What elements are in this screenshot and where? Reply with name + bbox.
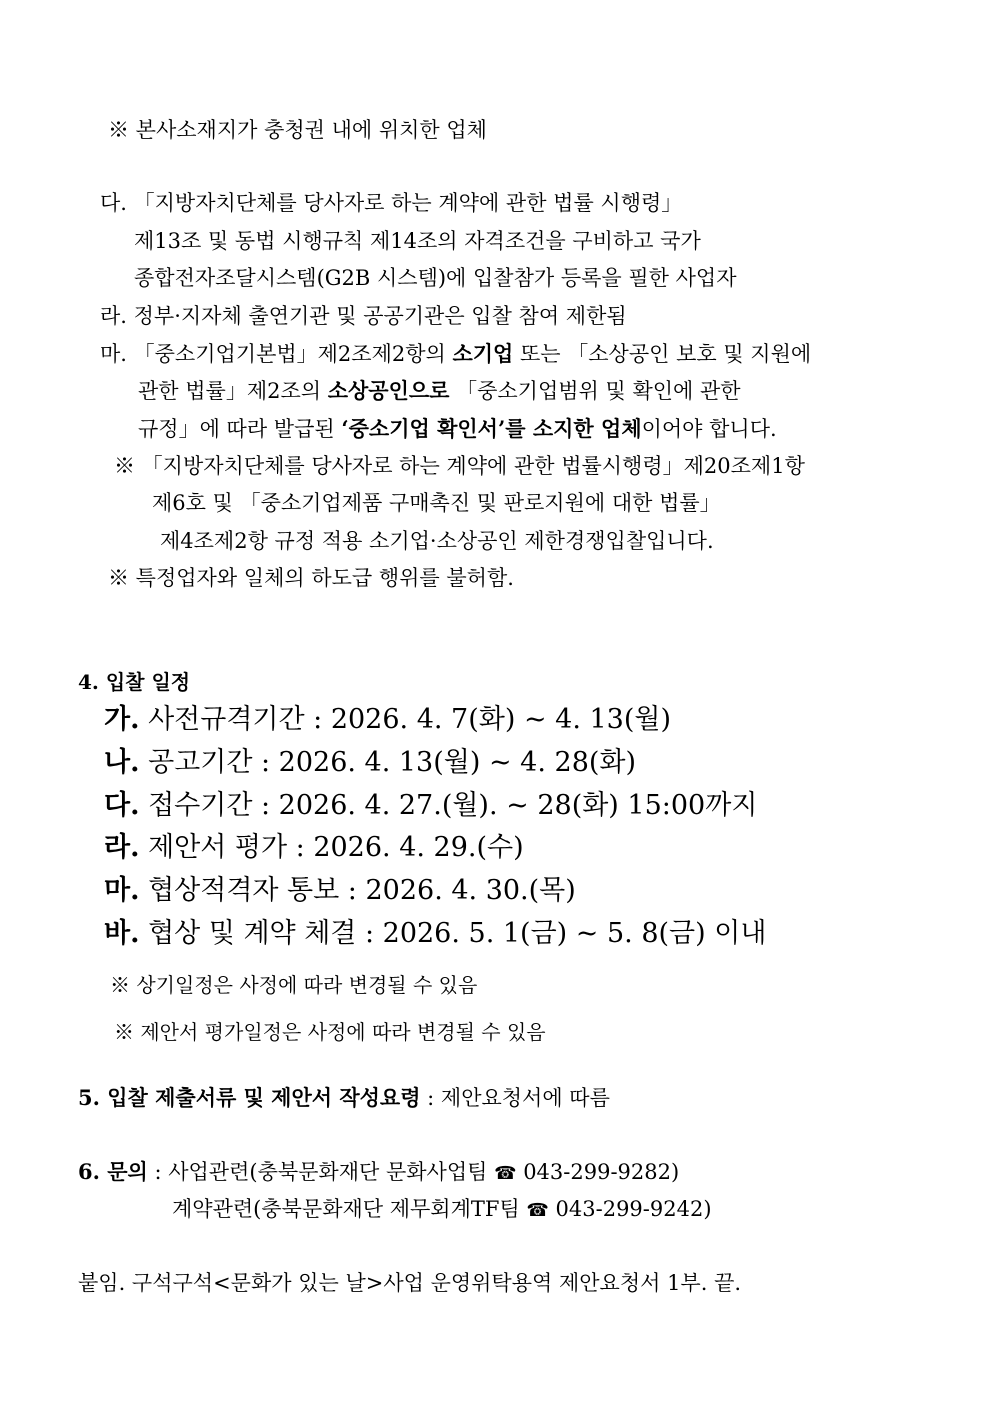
condition-ma-small-business: 소기업 — [452, 341, 514, 366]
schedule-item-text: 사전규격기간 : 2026. 4. 7(화) ~ 4. 13(월) — [139, 704, 672, 735]
schedule-item-text: 공고기간 : 2026. 4. 13(월) ~ 4. 28(화) — [139, 747, 637, 778]
schedule-heading: 4. 입찰 일정 — [78, 670, 191, 694]
documents-heading: 5. 입찰 제출서류 및 제안서 작성요령 — [78, 1085, 421, 1110]
note-hq-location: ※ 본사소재지가 충청권 내에 위치한 업체 — [108, 118, 487, 142]
condition-ma-line2-c: 「중소기업범위 및 확인에 관한 — [449, 379, 741, 403]
schedule-item-evaluation — [104, 832, 524, 864]
inquiry-line2 — [172, 1197, 712, 1222]
schedule-item-label: 마. — [104, 875, 140, 906]
schedule-item-label: 바. — [104, 918, 140, 949]
condition-ma-line1 — [100, 341, 811, 367]
schedule-item-text: 협상 및 계약 체결 : 2026. 5. 1(금) ~ 5. 8(금) 이내 — [139, 918, 767, 949]
schedule-item-text: 제안서 평가 : 2026. 4. 29.(수) — [139, 832, 524, 863]
note-law-line1: ※ 「지방자치단체를 당사자로 하는 계약에 관한 법률시행령」제20조제1항 — [114, 454, 805, 478]
condition-da-line2: 제13조 및 동법 시행규칙 제14조의 자격조건을 구비하고 국가 — [134, 229, 701, 253]
documents-text: : 제안요청서에 따름 — [420, 1086, 610, 1110]
schedule-item-prespec — [104, 704, 671, 736]
schedule-item-text: 협상적격자 통보 : 2026. 4. 30.(목) — [139, 875, 576, 906]
note-law-line3: 제4조제2항 규정 적용 소기업·소상공인 제한경쟁입찰입니다. — [160, 529, 714, 553]
condition-ma-line1-a: 마. 「중소기업기본법」제2조제2항의 — [100, 342, 453, 366]
telephone-icon: ☎ — [526, 1200, 549, 1221]
condition-ma-small-merchant: 소상공인으로 — [327, 378, 450, 403]
condition-ma-certificate: ‘중소기업 확인서’를 소지한 업체 — [341, 416, 642, 441]
condition-ma-line2 — [138, 378, 741, 404]
condition-da-line3: 종합전자조달시스템(G2B 시스템)에 입찰참가 등록을 필한 사업자 — [134, 266, 737, 290]
note-law-line2: 제6호 및 「중소기업제품 구매촉진 및 판로지원에 대한 법률」 — [152, 491, 721, 515]
schedule-item-label: 다. — [104, 790, 140, 821]
schedule-item-label: 가. — [104, 704, 140, 735]
documents-line — [78, 1085, 610, 1111]
condition-ma-line3-c: 이어야 합니다. — [641, 417, 777, 441]
schedule-item-text: 접수기간 : 2026. 4. 27.(월). ~ 28(화) 15:00까지 — [139, 790, 758, 821]
schedule-item-label: 라. — [104, 832, 140, 863]
inquiry-line1 — [78, 1159, 679, 1185]
schedule-note-change: ※ 상기일정은 사정에 따라 변경될 수 있음 — [110, 973, 478, 997]
schedule-item-label: 나. — [104, 747, 140, 778]
condition-ma-line2-a: 관한 법률」제2조의 — [138, 379, 328, 403]
attachment-note: 붙임. 구석구석<문화가 있는 날>사업 운영위탁용역 제안요청서 1부. 끝. — [78, 1271, 742, 1295]
inquiry-business-phone: 043-299-9282) — [523, 1160, 680, 1184]
inquiry-business-contact: : 사업관련(충북문화재단 문화사업팀 — [147, 1160, 495, 1184]
inquiry-contract-phone: 043-299-9242) — [555, 1197, 712, 1221]
condition-ma-line3-a: 규정」에 따라 발급된 — [138, 417, 342, 441]
inquiry-contract-contact: 계약관련(충북문화재단 제무회계TF팀 — [172, 1197, 527, 1221]
condition-ma-line1-c: 또는 「소상공인 보호 및 지원에 — [513, 342, 812, 366]
telephone-icon: ☎ — [494, 1163, 517, 1184]
schedule-item-contract — [104, 918, 766, 950]
schedule-item-notice — [104, 747, 636, 779]
condition-ma-line3 — [138, 416, 777, 442]
schedule-note-evaluation-change: ※ 제안서 평가일정은 사정에 따라 변경될 수 있음 — [114, 1020, 546, 1044]
schedule-item-submission — [104, 790, 757, 822]
condition-ra: 라. 정부·지자체 출연기관 및 공공기관은 입찰 참여 제한됨 — [100, 304, 627, 328]
note-subcontract: ※ 특정업자와 일체의 하도급 행위를 불허함. — [108, 566, 514, 590]
schedule-item-notification — [104, 875, 576, 907]
condition-da-line1: 다. 「지방자치단체를 당사자로 하는 계약에 관한 법률 시행령」 — [100, 191, 683, 215]
inquiry-heading: 6. 문의 — [78, 1159, 148, 1184]
